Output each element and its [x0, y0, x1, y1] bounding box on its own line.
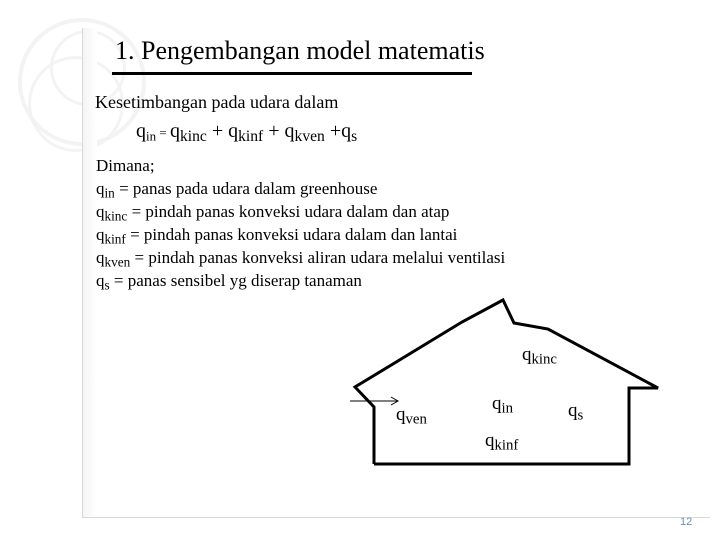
- diagram-label-kinc: $q_{kinc}$: [522, 344, 558, 368]
- definition-item: $q_{kven}$ = pindah panas konveksi aliran udara melalui ventilasi: [96, 248, 506, 270]
- eq-operator: +: [263, 120, 285, 142]
- eq-term: q: [341, 120, 352, 142]
- eq-subscript: s: [351, 127, 358, 145]
- diagram-label-kinf: $q_{kinf}$: [485, 430, 519, 454]
- slide-title: 1. Pengembangan model matematis: [115, 36, 485, 65]
- eq-term: q: [284, 120, 295, 142]
- definition-item: $q_{in}$ = panas pada udara dalam greenhouse: [96, 179, 378, 201]
- eq-subscript: kven: [294, 127, 325, 145]
- eq-subscript: kinc: [179, 127, 207, 145]
- diagram-label-ven: $q_{ven}$: [396, 404, 427, 428]
- definition-item: $q_{kinf}$ = pindah panas konveksi udara dalam dan lantai: [96, 225, 458, 247]
- diagram-label-in: $q_{in}$: [492, 393, 514, 417]
- definitions-intro: Dimana;: [96, 156, 155, 175]
- eq-term: q: [228, 120, 239, 142]
- eq-term: q: [169, 120, 180, 142]
- eq-subscript: in: [146, 128, 157, 144]
- eq-operator: +: [324, 120, 342, 142]
- diagram-label-s: $q_s$: [568, 400, 584, 424]
- eq-term: q: [136, 120, 146, 142]
- eq-operator: =: [156, 125, 170, 140]
- eq-subscript: kinf: [238, 127, 264, 145]
- section-subheading: Kesetimbangan pada udara dalam: [95, 92, 339, 112]
- page-number: 12: [680, 516, 693, 528]
- definition-item: $q_{kinc}$ = pindah panas konveksi udara dalam dan atap: [96, 202, 450, 224]
- definition-item: $q_s$ = panas sensibel yg diserap tanaman: [96, 271, 362, 293]
- eq-operator: +: [206, 120, 229, 142]
